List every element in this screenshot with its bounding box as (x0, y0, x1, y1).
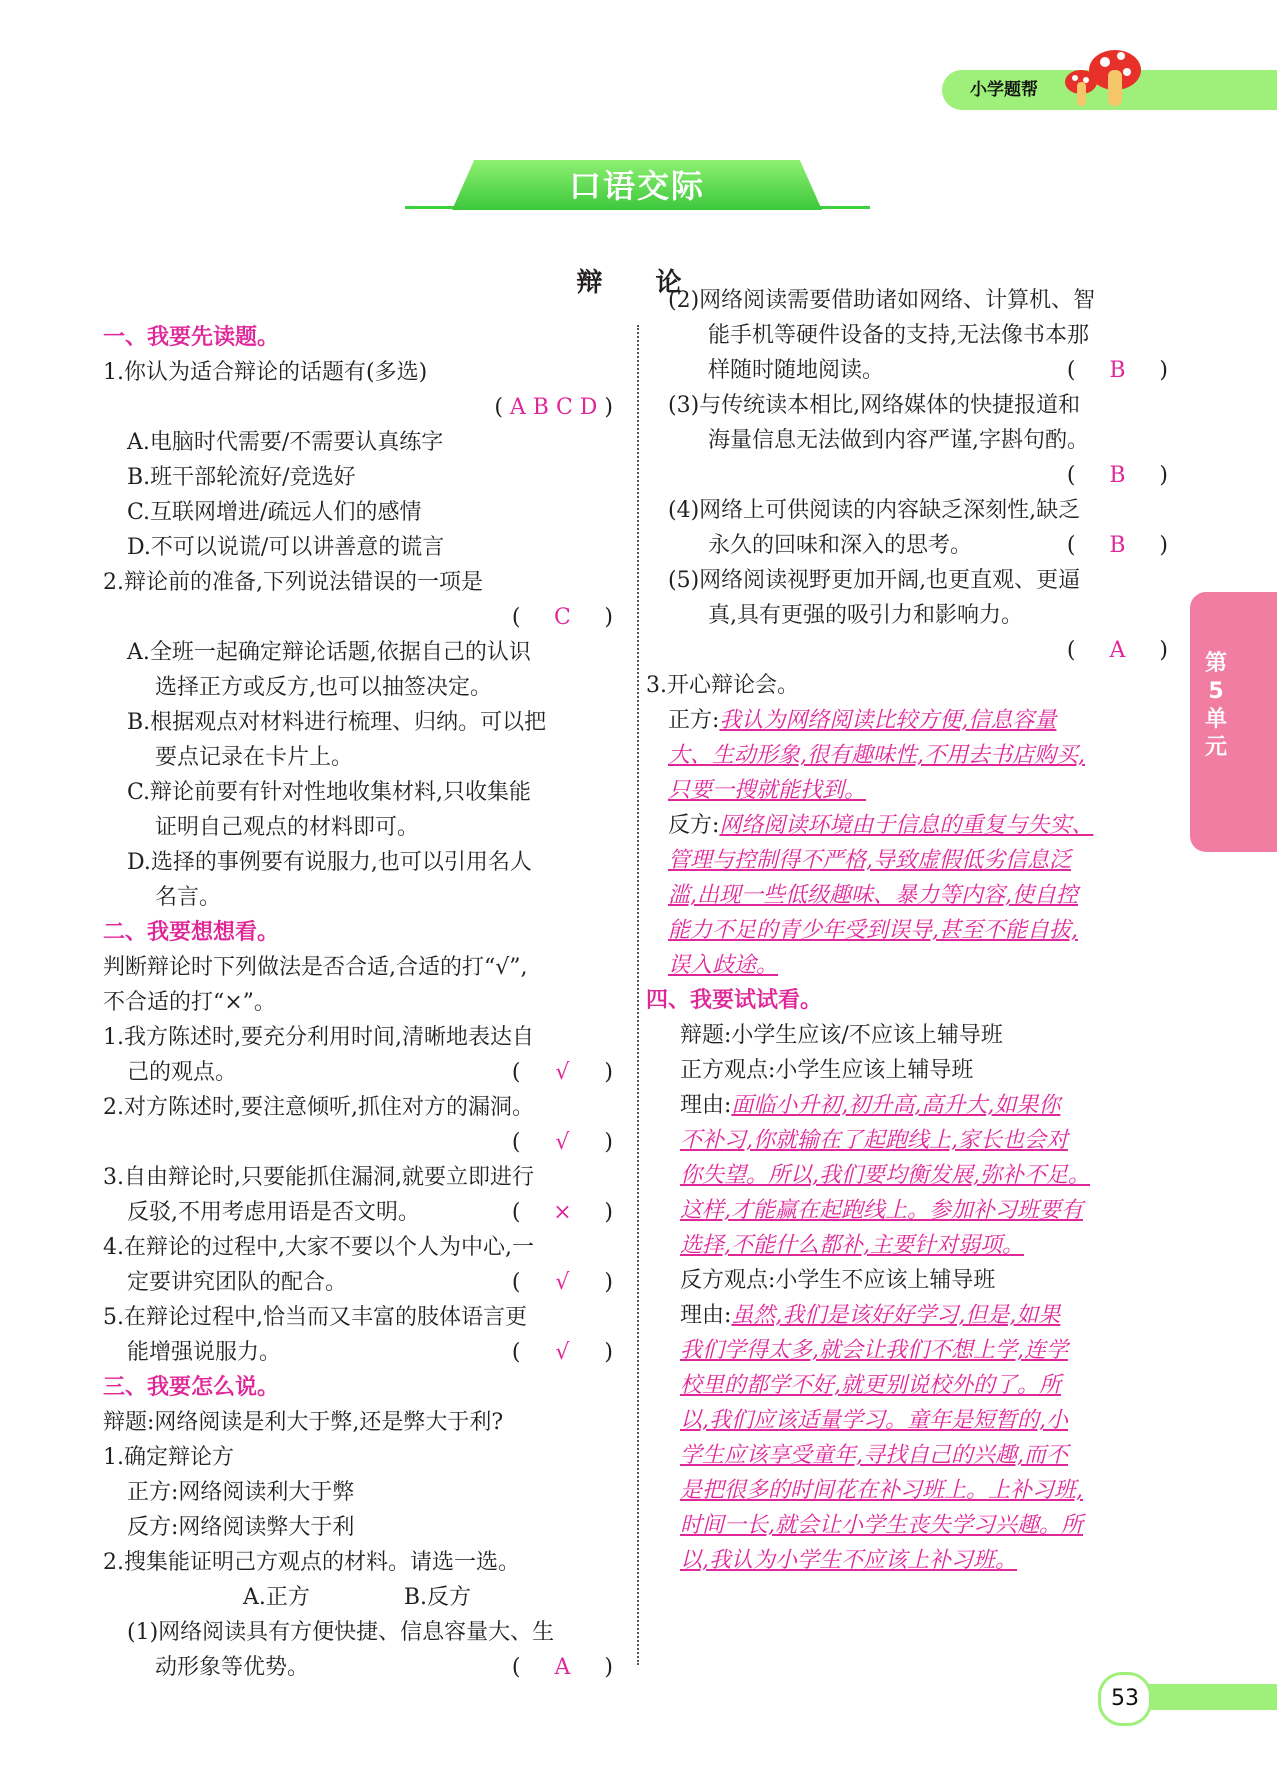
unit-tab-char: 元 (1204, 735, 1227, 760)
handwritten-answer: 面临小升初,初升高,高升大,如果你 (731, 1093, 1061, 1118)
material-text: 样随时随地阅读。 (708, 358, 885, 383)
answer-value: B (1109, 533, 1126, 558)
page-title: 辩 论 (576, 268, 704, 298)
handwritten-answer: 管理与控制得不严格,导致虚假低劣信息泛 (668, 848, 1071, 873)
answer-paren: ( A B C D ) (494, 390, 613, 425)
answer-paren: ( √ ) (512, 1265, 613, 1300)
debate-topic: 辩题:小学生应该/不应该上辅导班 (680, 1023, 1003, 1048)
answer-value: A (1109, 638, 1126, 663)
judge-item-text: 定要讲究团队的配合。 (127, 1270, 348, 1295)
answer-value: × (553, 1200, 572, 1225)
option-text: 选择正方或反方,也可以抽签决定。 (155, 675, 492, 700)
answer-value: √ (555, 1130, 570, 1155)
instruction-text: 判断辩论时下列做法是否合适,合适的打“√”, (103, 955, 528, 980)
option-text: 要点记录在卡片上。 (155, 745, 354, 770)
unit-tab-char: 第 (1204, 651, 1227, 676)
handwritten-answer: 不补习,你就输在了起跑线上,家长也会对 (680, 1128, 1068, 1153)
debate-topic: 辩题:网络阅读是利大于弊,还是弊大于利? (103, 1410, 504, 1435)
choice-a: A.正方 (243, 1585, 310, 1610)
handwritten-answer: 学生应该享受童年,寻找自己的兴趣,而不 (680, 1443, 1068, 1468)
judge-item-cont (103, 1335, 613, 1370)
option-text: 证明自己观点的材料即可。 (155, 815, 420, 840)
answer-value: √ (555, 1270, 570, 1295)
left-column (103, 320, 613, 1685)
handwritten-answer: 能力不足的青少年受到误导,甚至不能自拔, (668, 918, 1078, 943)
option-text: B.根据观点对材料进行梳理、归纳。可以把 (127, 710, 547, 735)
material-item-cont (103, 1650, 613, 1685)
handwritten-answer: 这样,才能赢在起跑线上。参加补习班要有 (680, 1198, 1083, 1223)
option-text: A.电脑时代需要/不需要认真练字 (127, 430, 444, 455)
brand-label: 小学题帮 (970, 80, 1038, 100)
handwritten-answer: 时间一长,就会让小学生丧失学习兴趣。所 (680, 1513, 1083, 1538)
answer-line (668, 458, 1168, 493)
section-banner-title: 口语交际 (568, 167, 705, 205)
judge-item-cont (103, 1055, 613, 1090)
right-column (646, 283, 1168, 1578)
answer-paren: ( √ ) (512, 1335, 613, 1370)
answer-value: B (1109, 463, 1126, 488)
judge-item: 1.我方陈述时,要充分利用时间,清晰地表达自 (103, 1025, 534, 1050)
material-item-cont: 海量信息无法做到内容严谨,字斟句酌。 (708, 428, 1089, 453)
reason-label: 理由: (680, 1303, 732, 1328)
handwritten-answer: 滥,出现一些低级趣味、暴力等内容,使自控 (668, 883, 1078, 908)
option-text: C.辩论前要有针对性地收集材料,只收集能 (127, 780, 532, 805)
judge-item: 5.在辩论过程中,恰当而又丰富的肢体语言更 (103, 1305, 527, 1330)
answer-paren: ( √ ) (512, 1125, 613, 1160)
answer-paren: ( C ) (512, 600, 613, 635)
handwritten-answer: 大、生动形象,很有趣味性,不用去书店购买, (668, 743, 1085, 768)
mushroom-icon (1055, 42, 1145, 112)
material-item-cont: 真,具有更强的吸引力和影响力。 (708, 603, 1023, 628)
handwritten-answer: 校里的都学不好,就更别说校外的了。所 (680, 1373, 1061, 1398)
con-argument (668, 808, 1168, 843)
section-heading: 一、我要先读题。 (103, 325, 280, 350)
material-text: 动形象等优势。 (155, 1655, 310, 1680)
judge-item: 3.自由辩论时,只要能抓住漏洞,就要立即进行 (103, 1165, 534, 1190)
question-text: 3.开心辩论会。 (646, 673, 799, 698)
judge-item-text: 能增强说服力。 (127, 1340, 282, 1365)
pro-label: 正方: (668, 708, 720, 733)
unit-tab-char: 单 (1204, 707, 1227, 732)
option-text: B.班干部轮流好/竞选好 (127, 465, 356, 490)
material-item-cont (668, 353, 1168, 388)
answer-value: A (554, 1655, 571, 1680)
unit-side-tab-label (1196, 650, 1236, 762)
question-text: 2.辩论前的准备,下列说法错误的一项是 (103, 570, 483, 595)
material-item: (1)网络阅读具有方便快捷、信息容量大、生 (127, 1620, 555, 1645)
option-text: D.不可以说谎/可以讲善意的谎言 (127, 535, 445, 560)
option-text: C.互联网增进/疏远人们的感情 (127, 500, 422, 525)
option-text: 名言。 (155, 885, 222, 910)
material-text: 永久的回味和深入的思考。 (708, 533, 973, 558)
unit-tab-char: 5 (1208, 679, 1224, 704)
question-text: 2.搜集能证明己方观点的材料。请选一选。 (103, 1550, 520, 1575)
pro-viewpoint: 正方观点:小学生应该上辅导班 (680, 1058, 974, 1083)
reason-label: 理由: (680, 1093, 732, 1118)
material-item: (4)网络上可供阅读的内容缺乏深刻性,缺乏 (668, 498, 1081, 523)
answer-paren: ( B ) (1067, 528, 1168, 563)
answer-paren: ( √ ) (512, 1055, 613, 1090)
con-reason (668, 1298, 1168, 1333)
option-text: A.全班一起确定辩论话题,依据自己的认识 (127, 640, 531, 665)
answer-value: B (1109, 358, 1126, 383)
handwritten-answer: 虽然,我们是该好好学习,但是,如果 (731, 1303, 1061, 1328)
judge-item: 4.在辩论的过程中,大家不要以个人为中心,一 (103, 1235, 534, 1260)
answer-paren: ( A ) (1067, 633, 1168, 668)
pro-side: 正方:网络阅读利大于弊 (127, 1480, 355, 1505)
handwritten-answer: 你失望。所以,我们要均衡发展,弥补不足。 (680, 1163, 1090, 1188)
choice-row (103, 1580, 613, 1615)
section-heading: 三、我要怎么说。 (103, 1375, 280, 1400)
answer-value: C (554, 605, 571, 630)
material-item: (5)网络阅读视野更加开阔,也更直观、更逼 (668, 568, 1081, 593)
handwritten-answer: 我们学得太多,就会让我们不想上学,连学 (680, 1338, 1068, 1363)
judge-item-text: 己的观点。 (127, 1060, 238, 1085)
instruction-text: 不合适的打“×”。 (103, 990, 276, 1015)
handwritten-answer: 选择,不能什么都补,主要针对弱项。 (680, 1233, 1024, 1258)
answer-line (668, 633, 1168, 668)
pro-reason (668, 1088, 1168, 1123)
answer-paren: ( B ) (1067, 353, 1168, 388)
handwritten-answer: 我认为网络阅读比较方便,信息容量 (719, 708, 1057, 733)
handwritten-answer: 误入歧途。 (668, 953, 779, 978)
section-heading: 二、我要想想看。 (103, 920, 280, 945)
option-text: D.选择的事例要有说服力,也可以引用名人 (127, 850, 532, 875)
judge-item: 2.对方陈述时,要注意倾听,抓住对方的漏洞。 (103, 1095, 534, 1120)
handwritten-answer: 只要一搜就能找到。 (668, 778, 867, 803)
question-text: 1.你认为适合辩论的话题有(多选) (103, 360, 428, 385)
material-item: (2)网络阅读需要借助诸如网络、计算机、智 (668, 288, 1096, 313)
answer-paren: ( A ) (512, 1650, 613, 1685)
answer-value: √ (555, 1060, 570, 1085)
answer-value: A B C D (509, 395, 598, 420)
answer-value: √ (555, 1340, 570, 1365)
handwritten-answer: 是把很多的时间花在补习班上。上补习班, (680, 1478, 1083, 1503)
handwritten-answer: 网络阅读环境由于信息的重复与失实、 (719, 813, 1094, 838)
judge-item-cont (103, 1195, 613, 1230)
material-item-cont (668, 528, 1168, 563)
con-side: 反方:网络阅读弊大于利 (127, 1515, 355, 1540)
page-number: 53 (1111, 1686, 1139, 1711)
pro-argument (668, 703, 1168, 738)
answer-paren: ( × ) (512, 1195, 613, 1230)
judge-item-cont (103, 1265, 613, 1300)
section-heading: 四、我要试试看。 (646, 988, 823, 1013)
choice-b: B.反方 (403, 1585, 472, 1610)
answer-line (103, 1125, 613, 1160)
column-divider (637, 325, 639, 1665)
material-item: (3)与传统读本相比,网络媒体的快捷报道和 (668, 393, 1081, 418)
answer-line (103, 600, 613, 635)
con-viewpoint: 反方观点:小学生不应该上辅导班 (680, 1268, 996, 1293)
handwritten-answer: 以,我们应该适量学习。童年是短暂的,小 (680, 1408, 1068, 1433)
material-item-cont: 能手机等硬件设备的支持,无法像书本那 (708, 323, 1089, 348)
judge-item-text: 反驳,不用考虑用语是否文明。 (127, 1200, 420, 1225)
question-text: 1.确定辩论方 (103, 1445, 234, 1470)
handwritten-answer: 以,我认为小学生不应该上补习班。 (680, 1548, 1017, 1573)
answer-line (103, 390, 613, 425)
answer-paren: ( B ) (1067, 458, 1168, 493)
con-label: 反方: (668, 813, 720, 838)
